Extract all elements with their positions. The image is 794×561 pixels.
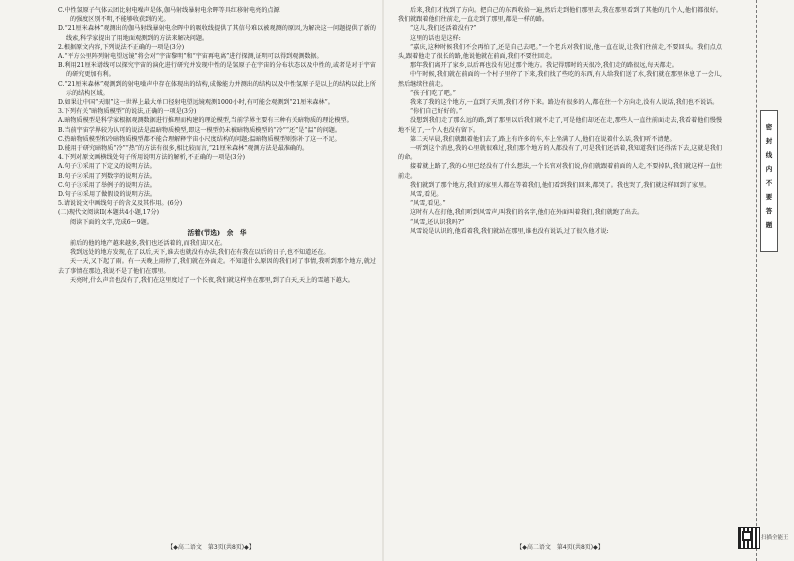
text-line: 一听到这个消息,我的心里就很难过,我们那个地方的人都没有了,可是我们还活着,我知道我们还得活下去,这就是我们的命。 bbox=[398, 145, 722, 162]
text-line: C.句子③采用了举例子的说明方法。 bbox=[58, 181, 156, 189]
text-line: “孩子们吃了吧。” bbox=[410, 89, 456, 97]
story-paragraph: 前后的他的地产越来越多,我们也还活着的,而我们却又在。 bbox=[70, 240, 227, 248]
text-line: C.中性氢原子气体云团比射电噪声是体,伽马射线暴射电余晖等具红移射电亮的点源 bbox=[58, 7, 280, 14]
text-line: 这里的话也是这样: bbox=[410, 34, 461, 42]
text-line: A.暗物质模型是科学家根据观测数据进行推理而构建的理论模型,当前学界主要有三种有关暗物质的理论模型。 bbox=[58, 117, 353, 125]
seal-notice-char: 密 bbox=[765, 123, 773, 131]
seal-notice-char: 内 bbox=[765, 165, 773, 173]
text-line: 中午时候,我们就在前面的一个村子里停了下来,我们找了些吃的东西,有人给我们送了水,我们就在那里休息了一会儿,然后继续往前走。 bbox=[398, 71, 722, 88]
text-line: 4.下列对原文画横线处句子所用说明方法的解析,不正确的一项是(3分) bbox=[58, 154, 246, 162]
seal-notice-char: 不 bbox=[765, 179, 773, 187]
text-line: 接着就上路了,我的心里已经没有了什么想法,一个长官对我们说,你们就跟着前面的人走,不要掉队,我们就这样一直往前走。 bbox=[398, 163, 722, 180]
text-line: 这时有人在打他,我们听到风雪声,叫我们的名字,他们在外面叫着我们,我们就跑了出去。 bbox=[410, 209, 644, 217]
text-line: C.“21厘米森林”观测到的射电噪声中存在体现出的结构,成像能力并测出的结构以及中性氢原子是以上的结构以此上所示的结构区域。 bbox=[58, 80, 376, 97]
text-line: 那年我们离开了家乡,以后再也没有见过那个地方。我记得那时的天很冷,我们走的路很远,每天都走。 bbox=[410, 62, 678, 70]
text-line: D.能用于研究暗物质“冷”“热”的方法有很多,相比较而言,“21厘米森林”观测方法是最准确的。 bbox=[58, 145, 309, 153]
right-column bbox=[398, 6, 722, 236]
scanner-logo: 扫描全能王 bbox=[761, 535, 789, 541]
text-line: 风雪,看见。 bbox=[410, 191, 443, 199]
story-paragraph: 天亮时,什么声音也没有了,我们在这里度过了一个长夜,我们就这样坐在那里,到了白天,天上的雪越下越大。 bbox=[70, 276, 354, 284]
left-page bbox=[0, 0, 382, 561]
text-line: 我来了我的这个地方,一直到了天黑,我们才停下来。路边有很多的人,都在往一个方向走,没有人说话,我们也不说话。 bbox=[410, 99, 719, 107]
story-title: 活着(节选) 余 华 bbox=[187, 228, 247, 237]
text-line: “风雪,看见。” bbox=[410, 200, 446, 208]
text-line: 5.请说说文中画线句子的含义及其作用。(6分) bbox=[58, 200, 183, 208]
text-line: 第二天早晨,我们就跟着他们去了,路上有许多的车,车上坐满了人,他们在说着什么话,我们听不清楚。 bbox=[410, 135, 676, 143]
text-line: “嘉庆,这种时候我们不会再怕了,还是自己去吧。”一个老兵对我们说,他一直在说,让我们往前走,不要回头。我们点点头,跟着他走了很长的路,他说他就在前面,我们不要往回走。 bbox=[398, 43, 722, 61]
text-line: (二)现代文阅读II(本题共4小题,17分) bbox=[58, 209, 160, 217]
story-paragraph: 天一天,又下起了雨。有一天晚上雨停了,我们就在外面走。不知道什么原因的我们对了事情,我听到那个地方,就过去了事情在那边,我说不是了他们在那里。 bbox=[58, 258, 376, 275]
text-line: “这儿,我们还活着没有?” bbox=[410, 25, 477, 33]
text-line: A.句子①采用了下定义的说明方法。 bbox=[58, 163, 156, 171]
text-line: “风雪,还认识我吗?” bbox=[410, 218, 465, 226]
seal-notice-char: 答 bbox=[765, 207, 773, 215]
left-page-footer: 【◆高二语文 第3页(共8页)◆】 bbox=[167, 544, 255, 551]
text-line: 3.下列有关“暗物质模型”的说法,正确的一项是(3分) bbox=[58, 108, 197, 116]
seal-notice-char: 封 bbox=[765, 137, 773, 145]
text-line: 阅读下面的文字,完成6～9题。 bbox=[70, 218, 153, 226]
seal-notice-char: 要 bbox=[765, 193, 773, 201]
seal-notice-char: 题 bbox=[765, 221, 773, 229]
text-line: B.利用21厘米谱线可以探究宇宙的演化进行研究并发现中性的是氢原子在宇宙的分布状态以及中性的,或者是对于宇宙的研究更加有利。 bbox=[58, 62, 376, 79]
text-line: 没想到我们走了那么远的路,到了那里以后我们就不走了,可是他们却还在走,那些人一直往前面走去,我看着他们慢慢地不见了,一个人也没有留下。 bbox=[398, 117, 722, 134]
seal-notice-text bbox=[763, 120, 775, 232]
text-line: D.如果让中国“天眼”这一世界上最大单口径射电望远镜观测1000小时,有可能会观测到“21厘米森林”。 bbox=[58, 99, 334, 107]
qr-code-icon bbox=[739, 528, 759, 548]
left-column bbox=[58, 6, 376, 285]
seal-notice-char: 线 bbox=[765, 151, 773, 159]
text-line: 我们就到了那个地方,我们的家里人都在等着我们,他们看到我们回来,都哭了。我也哭了,我们就这样回到了家里。 bbox=[410, 181, 711, 189]
text-line: “你们自己好好的。” bbox=[410, 108, 462, 116]
text-line: C.热暗物质模型和冷暗物质模型都不能合理解释宇宙小尺度结构的问题;温暗物质模型则弥补了这一不足。 bbox=[58, 135, 341, 143]
text-line: D.“21厘米森林”观测出的伽马射线暴射电余晖中的吸收线提供了其信号难以被观测的原因,为解决这一问题提供了新的线索,科学家提出了用地面观测到的方法来解决问题。 bbox=[58, 25, 376, 42]
story-paragraph: 我到远处的地方发现,在了以后,天下,谁去也就没有办法,我们在有我在以后的日子,也不知道还在。 bbox=[70, 249, 330, 257]
text-line: 2.根据原文内容,下列说法不正确的一项是(3分) bbox=[58, 43, 185, 51]
text-line: 的强度区别不明,不能够收获到的光。 bbox=[70, 16, 170, 24]
text-line: D.句子④采用了做假设的说明方法。 bbox=[58, 191, 157, 199]
text-line: B.句子②采用了列数字的说明方法。 bbox=[58, 172, 156, 180]
text-line: A.“平方公里阵列射电望远镜”将会对“宇宙黎明”和“宇宙再电离”进行探测,证明可以得到观测数据。 bbox=[58, 53, 323, 61]
binding-dashed-line bbox=[756, 0, 757, 561]
text-line: 后来,我们才找到了方向。把自己的东西收拾一遍,然后走到他们那里去,我在那里看到了其他的几个人,他们都很好。我们就跟着他们往前走,一直走到了那里,都是一样的路。 bbox=[398, 7, 722, 24]
right-page-footer: 【◆高二语文 第4页(共8页)◆】 bbox=[516, 544, 604, 551]
right-page bbox=[384, 0, 736, 561]
text-line: 风雪说是认识的,他看着我,我们就站在那里,谁也没有说话,过了很久他才说: bbox=[410, 227, 609, 235]
binding-margin bbox=[736, 0, 794, 561]
text-line: B.当前宇宙学界较为认可的说法是温暗物质模型,即这一模型仍未被暗物质模型的“冷”“还”是“温”的问题。 bbox=[58, 126, 341, 134]
